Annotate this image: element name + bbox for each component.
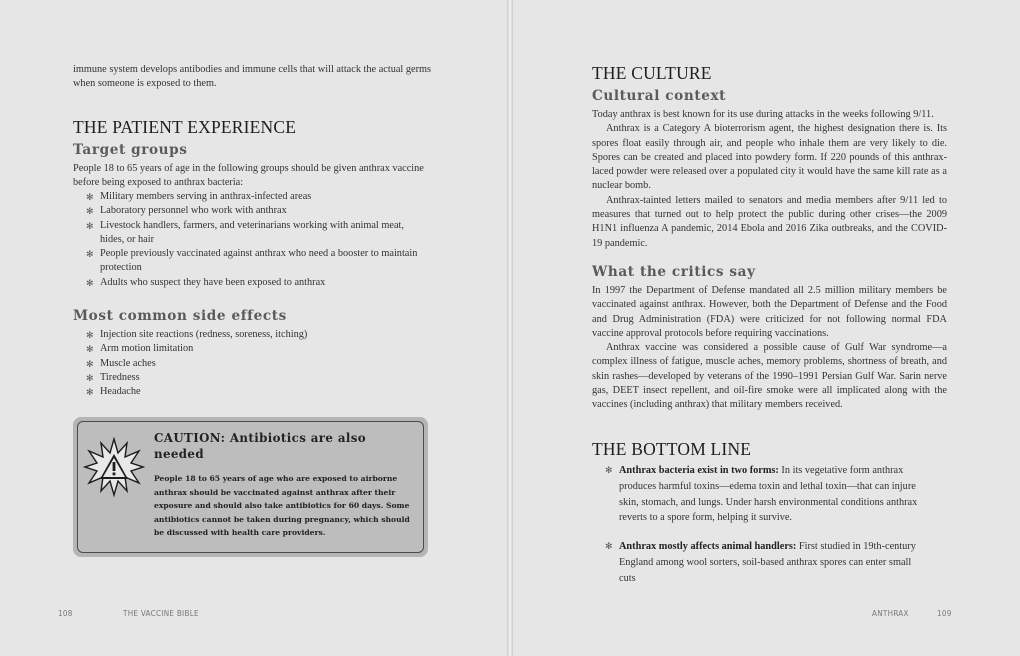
asterisk-bullet-icon: ✻ — [86, 220, 94, 231]
asterisk-bullet-icon: ✻ — [86, 330, 94, 340]
list-item: ✻ Tiredness — [73, 371, 418, 385]
paragraph: Anthrax is a Category A bioterrorism agent, the highest designation there is. Its spores float easily through air, and people who inhale them are very likely to die. Spores can be created and placed into powdery form. If 220 pounds of this anthrax-laced powder were released over a populated city it would have the same kill rate as a nuclear bomb. — [592, 123, 947, 192]
list-item: ✻ Anthrax bacteria exist in two forms: In its vegetative form anthrax produces harmful toxins—edema toxin and lethal toxin—that can injure skin, stomach, and lungs. Under harsh environmental conditions anthrax reverts to a spore form, helping it survive. — [605, 465, 918, 524]
warning-triangle-burst-icon — [83, 437, 145, 499]
asterisk-bullet-icon: ✻ — [86, 387, 94, 398]
list-item: ✻ People previously vaccinated against anthrax who need a booster to maintain protection — [86, 248, 418, 274]
list-item: ✻ Injection site reactions (redness, soreness, itching) — [73, 328, 418, 342]
intro-paragraph: immune system develops antibodies and immune cells that will attack the actual germs when someone is exposed to them. — [73, 64, 432, 90]
asterisk-bullet-icon: ✻ — [86, 372, 94, 383]
page-number-left: 108 — [58, 609, 73, 618]
asterisk-bullet-icon: ✻ — [86, 344, 94, 355]
section-title-culture: THE CULTURE — [592, 63, 712, 83]
heading-target-groups: Target groups — [73, 142, 188, 158]
list-item: ✻ Military members serving in anthrax-infected areas — [73, 190, 418, 204]
list-item: ✻ Muscle aches — [73, 357, 418, 371]
heading-critics: What the critics say — [592, 264, 756, 280]
asterisk-bullet-icon: ✻ — [86, 192, 94, 202]
list-item: ✻ Arm motion limitation — [73, 342, 418, 356]
caution-text: People 18 to 65 years of age who are exposed to airborne anthrax should be vaccinated against anthrax after their exposure and should also take antibiotics for 60 days. Some antibiotics cannot be taken during pregnancy, which should be discussed with health care providers. — [154, 474, 410, 537]
side-effects-list — [73, 328, 418, 399]
bottom-line-list — [592, 463, 924, 587]
list-item: ✻ Anthrax mostly affects animal handlers: First studied in 19th-century England among wool sorters, soil-based anthrax spores can enter small cuts — [605, 541, 916, 584]
running-head-book-title: THE VACCINE BIBLE — [123, 609, 199, 618]
section-title-bottom-line: THE BOTTOM LINE — [592, 439, 752, 459]
caution-box — [73, 417, 428, 557]
asterisk-bullet-icon: ✻ — [86, 358, 94, 369]
list-item: ✻ Laboratory personnel who work with anthrax — [73, 204, 418, 218]
cultural-context-text — [592, 108, 947, 251]
paragraph: Anthrax vaccine was considered a possible cause of Gulf War syndrome—a complex illness of fatigue, muscle aches, memory problems, shortness of breath, and skin rashes—developed by veterans of the 1990–1991 Persian Gulf War. Sarin nerve gas, DEET insect repellent, and oil-fire smoke were all implicated along with the vaccines (including anthrax) that military members received. — [592, 342, 947, 411]
asterisk-bullet-icon: ✻ — [605, 465, 613, 475]
paragraph: Today anthrax is best known for its use during attacks in the weeks following 9/11. — [592, 109, 934, 120]
list-item: ✻ Adults who suspect they have been exposed to anthrax — [73, 276, 418, 290]
critics-text — [592, 284, 947, 413]
asterisk-bullet-icon: ✻ — [86, 249, 94, 260]
paragraph: Anthrax-tainted letters mailed to senators and media members after 9/11 led to measures that turned out to help protect the public during other crises—the 2009 H1N1 influenza A pandemic, 2014 Ebola and 2016 Zika outbreaks, and the COVID-19 pandemic. — [592, 194, 947, 249]
asterisk-bullet-icon: ✻ — [86, 277, 94, 288]
paragraph: In 1997 the Department of Defense mandated all 2.5 million military members be vaccinated against anthrax. However, both the Department of Defense and the Food and Drug Administration (FDA) were criticized for not following normal FDA vaccine approval protocols before requiring vaccinations. — [592, 285, 947, 339]
running-head-chapter: ANTHRAX — [872, 609, 909, 618]
target-groups-intro: People 18 to 65 years of age in the following groups should be given anthrax vaccine before being exposed to anthrax bacteria: — [73, 163, 424, 189]
list-item: ✻ Livestock handlers, farmers, and veterinarians working with animal meat, hides, or hair — [86, 219, 404, 245]
target-groups-list — [73, 190, 418, 290]
section-title-patient-experience: THE PATIENT EXPERIENCE — [73, 117, 297, 137]
right-page — [513, 0, 1020, 656]
heading-cultural-context: Cultural context — [592, 88, 727, 104]
heading-side-effects: Most common side effects — [73, 308, 287, 324]
left-page — [0, 0, 507, 656]
asterisk-bullet-icon: ✻ — [605, 541, 613, 552]
caution-title: CAUTION: Antibiotics are also needed — [154, 431, 367, 461]
asterisk-bullet-icon: ✻ — [86, 206, 94, 217]
list-item: ✻ Headache — [73, 385, 418, 399]
page-number-right: 109 — [937, 609, 952, 618]
